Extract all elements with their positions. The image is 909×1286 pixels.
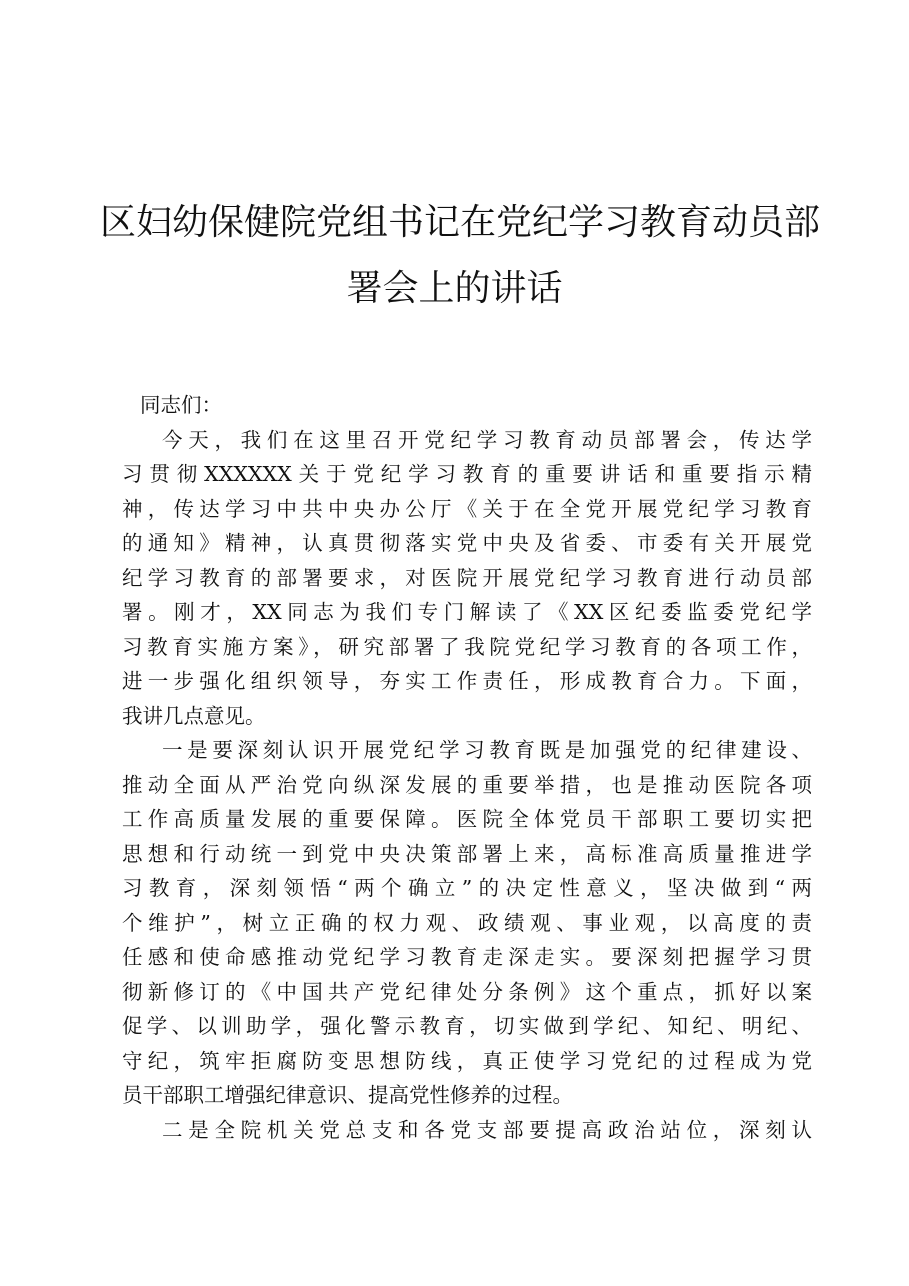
paragraph-line: 署。刚才，XX同志为我们专门解读了《XX区纪委监委党纪学	[122, 600, 812, 624]
document-body	[122, 388, 812, 1147]
paragraph-line: 员干部职工增强纪律意识、提高党性修养的过程。	[122, 1083, 573, 1107]
paragraph-line: 任感和使命感推动党纪学习教育走深走实。要深刻把握学习贯	[122, 945, 812, 969]
paragraph-line: 习教育，深刻领悟“两个确立”的决定性意义，坚决做到“两	[122, 876, 812, 900]
paragraph-line: 的通知》精神，认真贯彻落实党中央及省委、市委有关开展党	[122, 531, 812, 555]
paragraph-line: 二是全院机关党总支和各党支部要提高政治站位，深刻认	[162, 1117, 812, 1142]
title-line: 署会上的讲话	[346, 268, 563, 309]
paragraph-line: 思想和行动统一到党中央决策部署上来，高标准高质量推进学	[122, 841, 812, 866]
paragraph-line: 习教育实施方案》，研究部署了我院党纪学习教育的各项工作，	[122, 634, 812, 659]
title-line: 区妇幼保健院党组书记在党纪学习教育动员部	[100, 202, 821, 243]
paragraph-line: 神，传达学习中共中央办公厅《关于在全党开展党纪学习教育	[122, 496, 812, 521]
paragraph-line: 我讲几点意见。	[122, 703, 266, 728]
paragraph-line: 工作高质量发展的重要保障。医院全体党员干部职工要切实把	[122, 807, 812, 831]
paragraph-line: 个维护”，树立正确的权力观、政绩观、事业观，以高度的责	[122, 910, 812, 935]
salutation: 同志们：	[140, 393, 222, 417]
paragraph-line: 纪学习教育的部署要求，对医院开展党纪学习教育进行动员部	[122, 565, 812, 590]
document-title	[100, 190, 821, 322]
paragraph-line: 推动全面从严治党向纵深发展的重要举措，也是推动医院各项	[122, 772, 812, 797]
paragraph-line: 进一步强化组织领导，夯实工作责任，形成教育合力。下面，	[122, 669, 812, 693]
paragraph-line: 彻新修订的《中国共产党纪律处分条例》这个重点，抓好以案	[122, 979, 812, 1004]
paragraph-line: 今天，我们在这里召开党纪学习教育动员部署会，传达学	[162, 427, 812, 452]
paragraph-line: 习贯彻XXXXXX关于党纪学习教育的重要讲话和重要指示精	[122, 462, 812, 486]
paragraph-line: 一是要深刻认识开展党纪学习教育既是加强党的纪律建设、	[162, 738, 812, 762]
paragraph-line: 促学、以训助学，强化警示教育，切实做到学纪、知纪、明纪、	[122, 1014, 812, 1038]
paragraph-line: 守纪，筑牢拒腐防变思想防线，真正使学习党纪的过程成为党	[122, 1048, 812, 1073]
